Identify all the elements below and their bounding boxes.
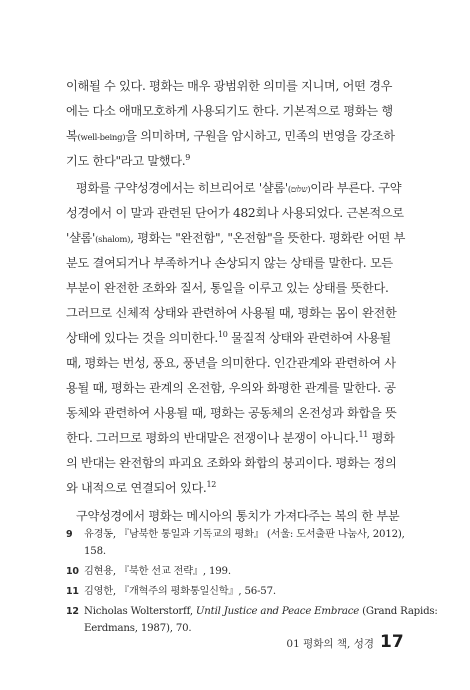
body-line: 한다. 그러므로 평화의 반대말은 전쟁이나 분쟁이 아니다.$^{11}$ 평화 [66, 430, 395, 445]
footnote-ref-12: 12 [206, 480, 217, 489]
body-line: 상태에 있다는 것을 의미한다.$^{10}$ 물질적 상태와 관련하여 사용될 [66, 330, 392, 345]
footnote-ref-11: 11 [358, 430, 369, 439]
footnote-12: 12 Nicholas Wolterstorff, Until Justice and Peace Embrace (Grand Rapids: [66, 606, 438, 617]
body-line: 그러므로 신체적 상태와 관련하여 사용될 때, 평화는 몸이 완전한 [66, 306, 397, 320]
body-line: 에는 다소 애매모호하게 사용되기도 한다. 기본적으로 평화는 행 [66, 104, 393, 118]
body-line: 평화를 구약성경에서는 히브리어로 '샬롬'(שלום)이라 부른다. 구약 [76, 181, 402, 195]
body-line: 구약성경에서 평화는 메시아의 통치가 가져다주는 복의 한 부분 [76, 509, 400, 523]
book-title: Until Justice and Peace Embrace [195, 606, 360, 617]
body-line: 복(well-being)을 의미하며, 구원을 암시하고, 민족의 번영을 강조하 [66, 129, 395, 143]
body-line: 동체와 관련하여 사용될 때, 평화는 공동체의 온전성과 화합을 뜻 [66, 406, 397, 420]
footnote-9-continued: 158. [84, 546, 106, 557]
footnote-10: 10 김현용, 『북한 선교 전략』, 199. [66, 566, 231, 577]
footnote-ref-9: 9 [185, 153, 191, 162]
body-line: 용될 때, 평화는 관계의 온전함, 우의와 화평한 관계를 말한다. 공 [66, 381, 396, 395]
body-line: 분도 결여되거나 부족하거나 손상되지 않는 상태를 말한다. 모든 [66, 256, 393, 270]
body-line: 때, 평화는 번성, 풍요, 풍년을 의미한다. 인간관계와 관련하여 사 [66, 356, 396, 370]
body-line: 부분이 완전한 조화와 질서, 통일을 이루고 있는 상태를 뜻한다. [66, 281, 389, 295]
body-line: 와 내적으로 연결되어 있다.$^{12}$ [66, 480, 217, 495]
footnote-12-continued: Eerdmans, 1987), 70. [84, 623, 192, 634]
body-line: 성경에서 이 말과 관련된 단어가 482회나 사용되었다. 근본적으로 [66, 206, 404, 220]
body-line: 기도 한다"라고 말했다.$^9$ [66, 153, 191, 168]
body-line: 이해될 수 있다. 평화는 매우 광범위한 의미를 지니며, 어떤 경우 [66, 79, 393, 93]
running-head: 01 평화의 책, 성경 [286, 638, 374, 650]
footnote-11: 11 김영한, 『개혁주의 평화통일신학』, 56-57. [66, 586, 276, 597]
body-line: '샬롬'(shalom), 평화는 "완전함", "온전함"을 뜻한다. 평화란 어떤 부 [66, 231, 406, 245]
footnote-ref-10: 10 [217, 330, 228, 339]
body-line: 의 반대는 완전함의 파괴요 조화와 화합의 붕괴이다. 평화는 정의 [66, 456, 397, 470]
footnote-9: 9 유경동, 『남북한 통일과 기독교의 평화』 (서울: 도서출판 나눔사, 2012), [66, 529, 405, 540]
page-number: 17 [380, 632, 404, 652]
